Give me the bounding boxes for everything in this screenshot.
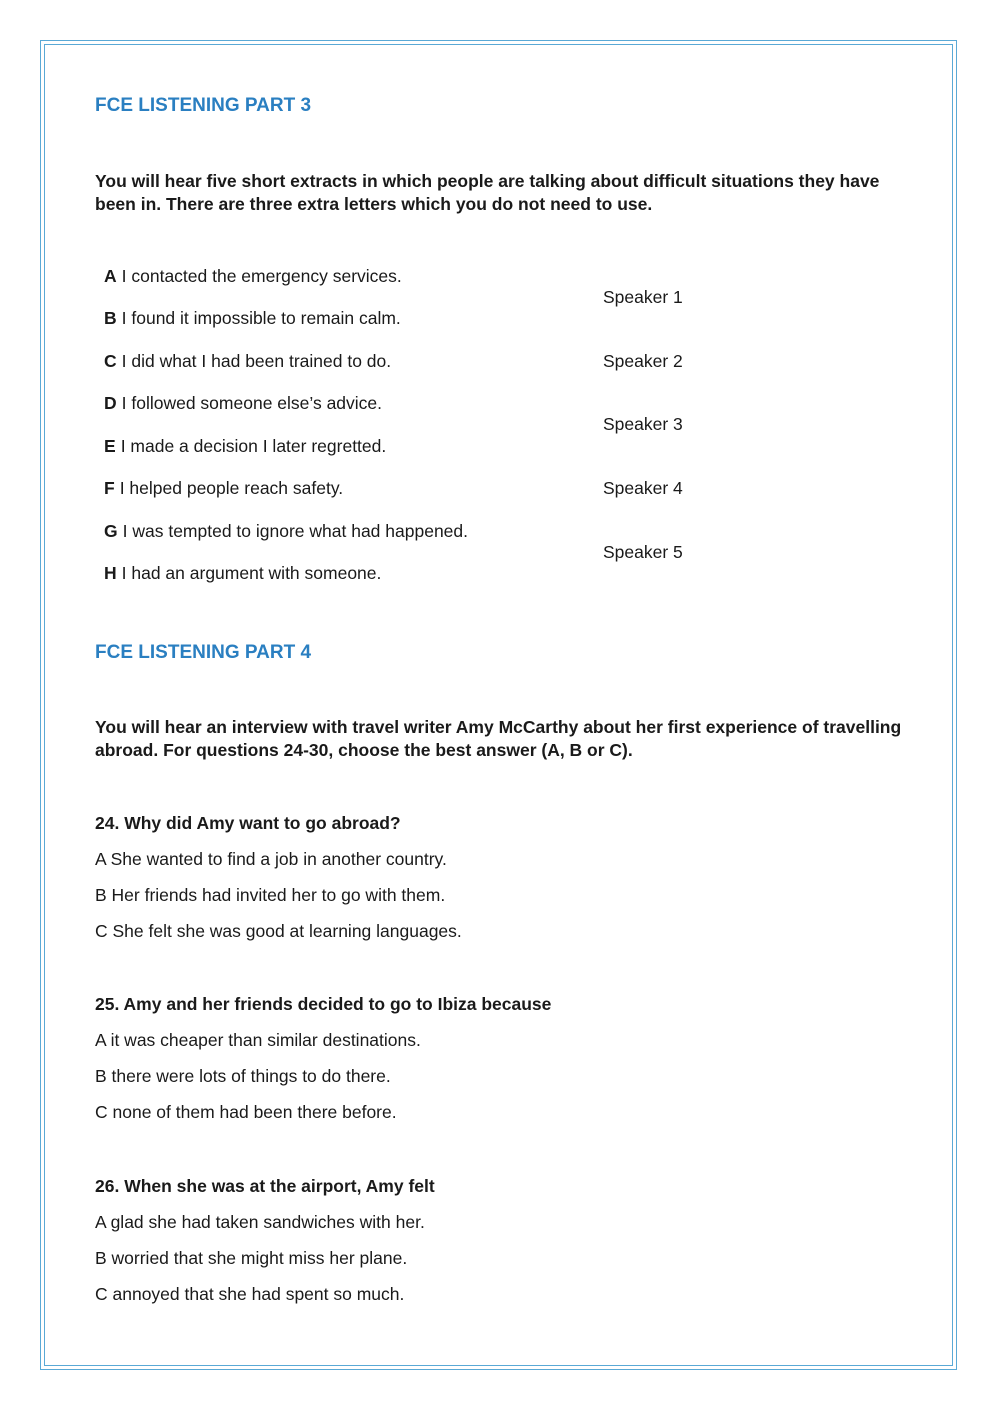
option-g bbox=[104, 521, 468, 542]
option-text: I did what I had been trained to do. bbox=[121, 351, 392, 371]
speaker-3: Speaker 3 bbox=[603, 414, 683, 434]
option-letter: A bbox=[104, 266, 117, 286]
page-border bbox=[40, 40, 957, 1370]
answer-24-a: A She wanted to find a job in another country. bbox=[95, 849, 447, 869]
option-text: I followed someone else’s advice. bbox=[121, 393, 383, 413]
answer-25-a: A it was cheaper than similar destinations. bbox=[95, 1030, 421, 1050]
option-letter: H bbox=[104, 563, 117, 583]
option-b bbox=[104, 308, 401, 329]
option-text: I made a decision I later regretted. bbox=[120, 436, 387, 456]
option-letter: F bbox=[104, 478, 115, 498]
part3-title: FCE LISTENING PART 3 bbox=[95, 95, 312, 116]
option-d bbox=[104, 393, 382, 414]
answer-26-a: A glad she had taken sandwiches with her. bbox=[95, 1212, 425, 1232]
speaker-4: Speaker 4 bbox=[603, 478, 683, 498]
option-text: I was tempted to ignore what had happened. bbox=[122, 521, 469, 541]
option-e bbox=[104, 436, 386, 457]
part3-instructions: You will hear five short extracts in which people are talking about difficult situations they have been in. There are three extra letters which you do not need to use. bbox=[95, 171, 880, 214]
part4-title: FCE LISTENING PART 4 bbox=[95, 642, 312, 663]
question-25: 25. Amy and her friends decided to go to Ibiza because bbox=[95, 994, 552, 1014]
option-a bbox=[104, 266, 402, 287]
speaker-2: Speaker 2 bbox=[603, 351, 683, 371]
option-letter: C bbox=[104, 351, 117, 371]
answer-25-c: C none of them had been there before. bbox=[95, 1102, 397, 1122]
answer-25-b: B there were lots of things to do there. bbox=[95, 1066, 391, 1086]
option-letter: E bbox=[104, 436, 116, 456]
option-text: I had an argument with someone. bbox=[121, 563, 382, 583]
question-26: 26. When she was at the airport, Amy felt bbox=[95, 1176, 435, 1196]
part4-instructions: You will hear an interview with travel writer Amy McCarthy about her first experience of travelling abroad. For questions 24-30, choose the best answer (A, B or C). bbox=[95, 717, 902, 760]
option-letter: G bbox=[104, 521, 118, 541]
answer-24-c: C She felt she was good at learning languages. bbox=[95, 921, 462, 941]
answer-26-c: C annoyed that she had spent so much. bbox=[95, 1284, 405, 1304]
question-24: 24. Why did Amy want to go abroad? bbox=[95, 813, 401, 833]
option-c bbox=[104, 351, 391, 372]
option-h bbox=[104, 563, 381, 584]
answer-26-b: B worried that she might miss her plane. bbox=[95, 1248, 408, 1268]
option-text: I found it impossible to remain calm. bbox=[121, 308, 401, 328]
option-text: I helped people reach safety. bbox=[119, 478, 344, 498]
page-border-inner bbox=[44, 44, 953, 1366]
speaker-1: Speaker 1 bbox=[603, 287, 683, 307]
option-letter: B bbox=[104, 308, 117, 328]
speaker-5: Speaker 5 bbox=[603, 542, 683, 562]
option-letter: D bbox=[104, 393, 117, 413]
option-text: I contacted the emergency services. bbox=[121, 266, 402, 286]
option-f bbox=[104, 478, 343, 499]
answer-24-b: B Her friends had invited her to go with them. bbox=[95, 885, 446, 905]
